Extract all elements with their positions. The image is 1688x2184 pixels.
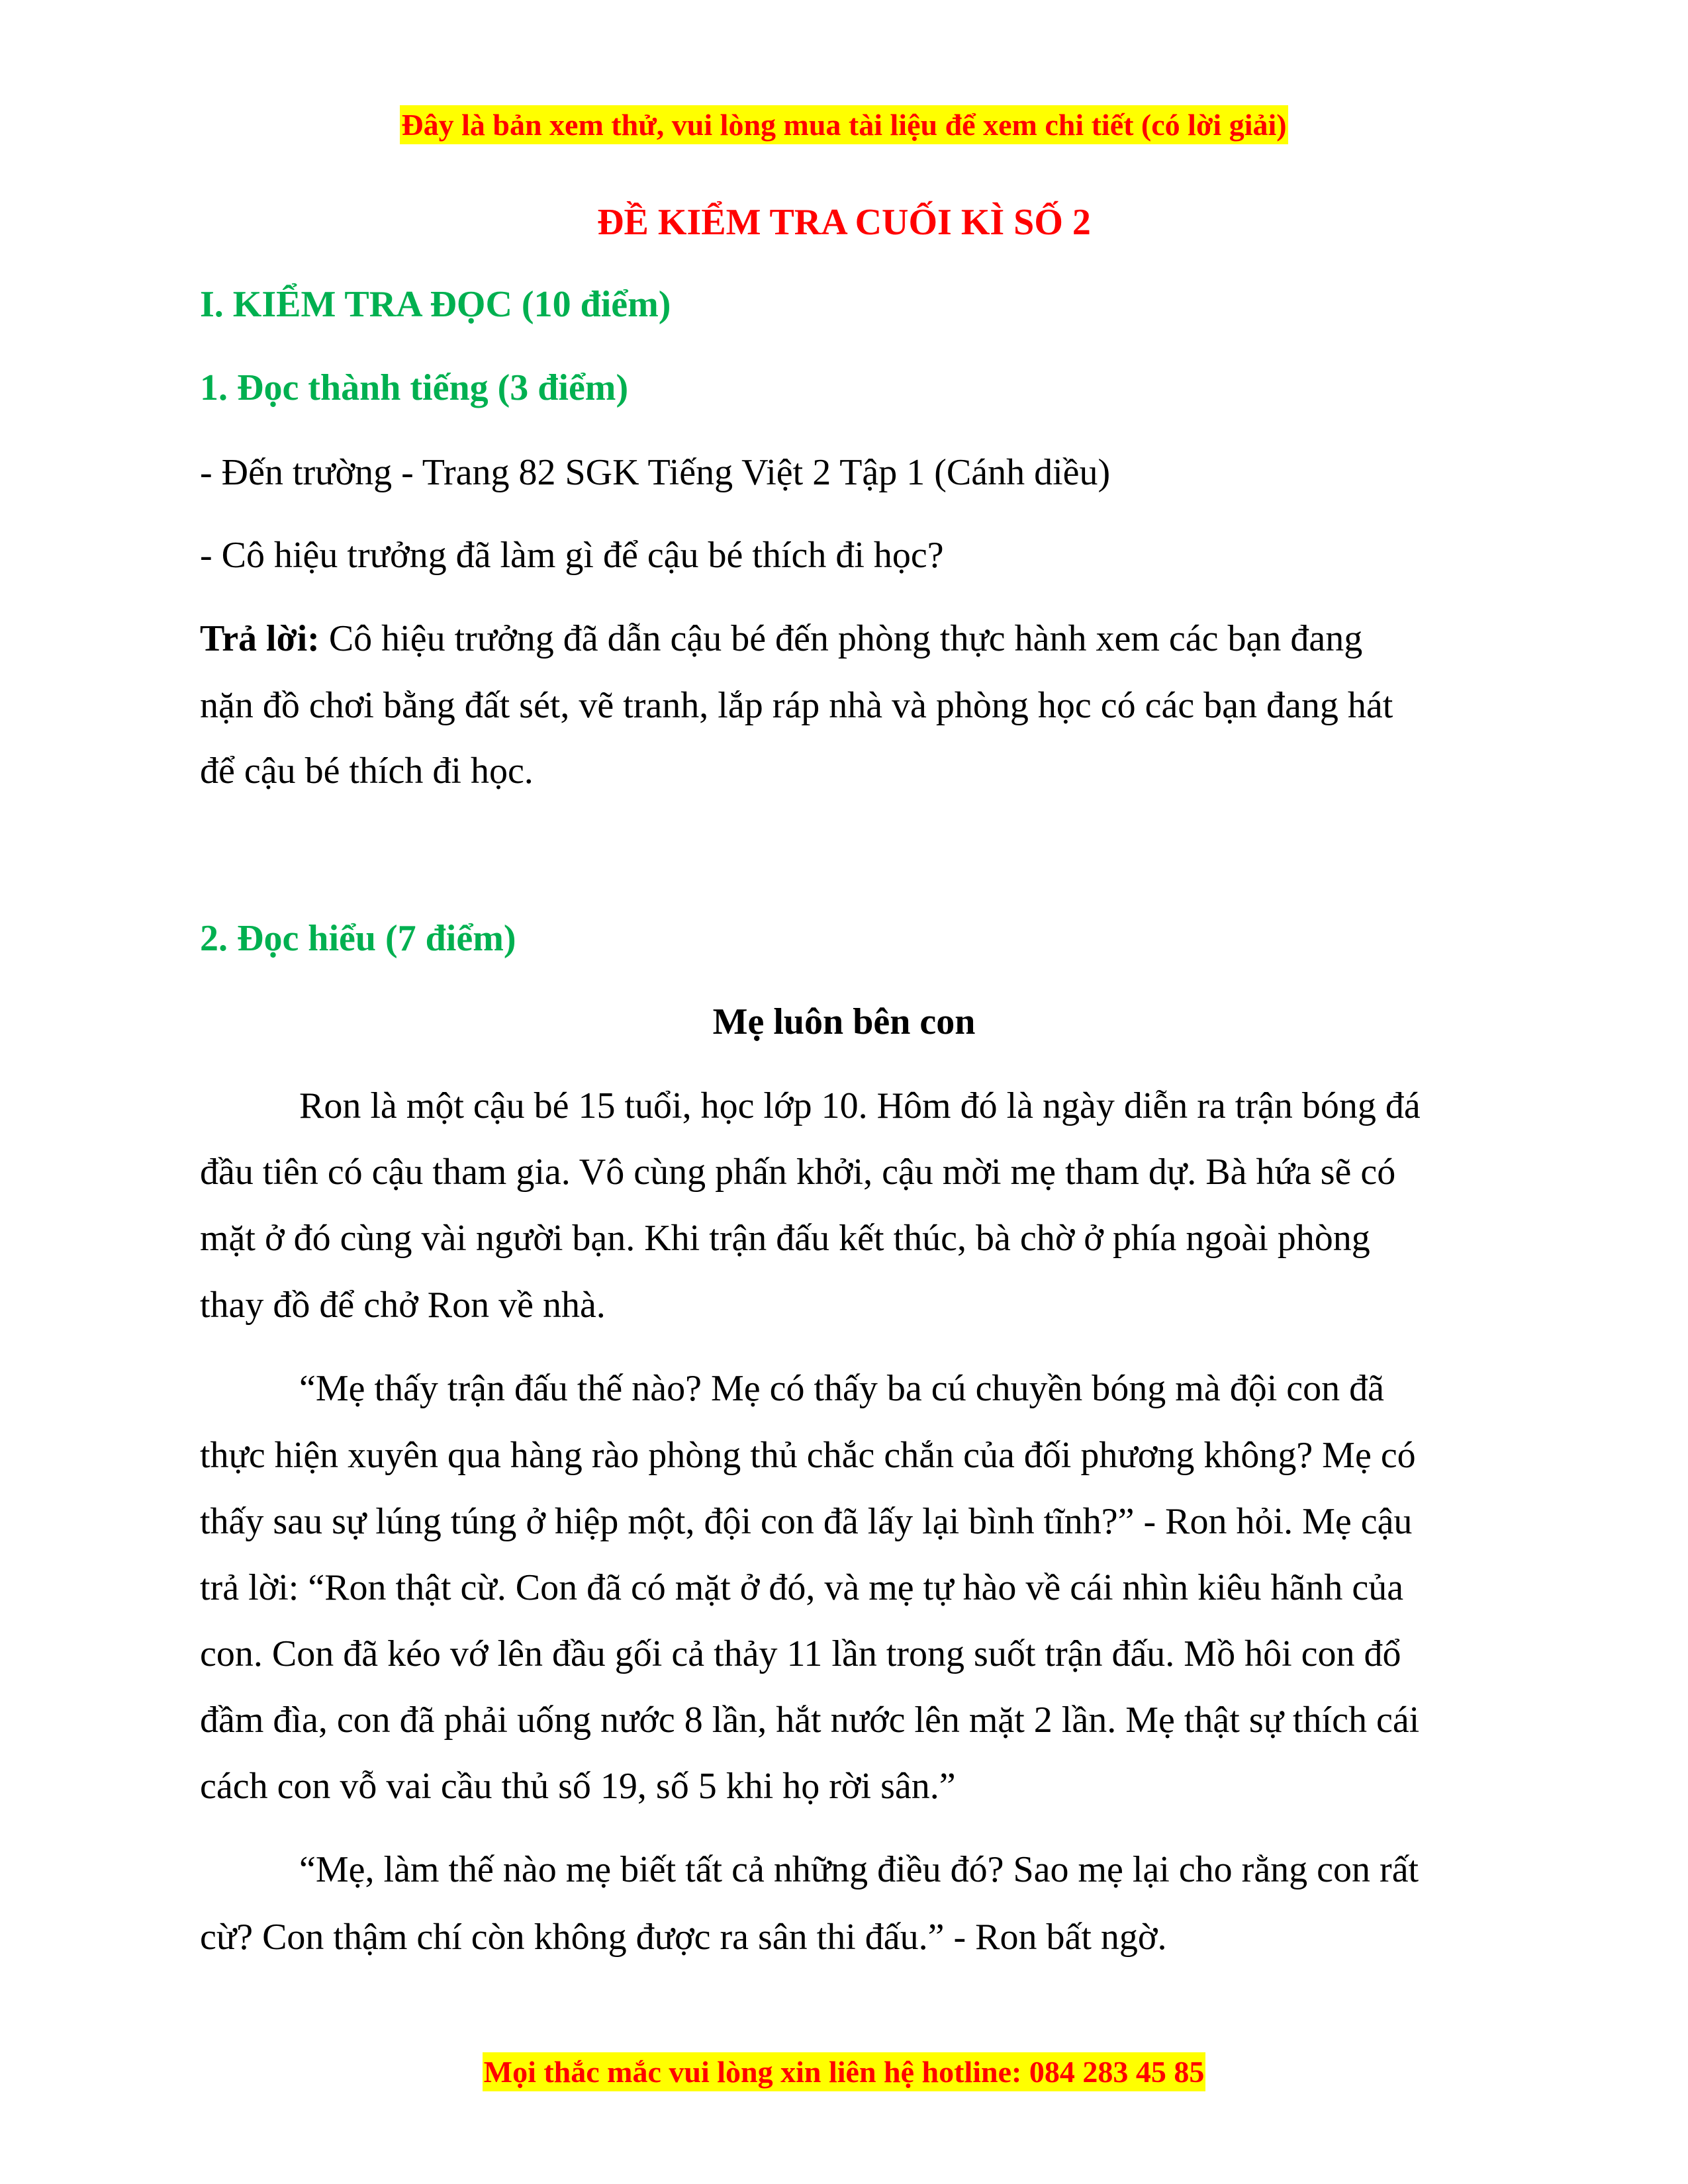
hotline-banner: Mọi thắc mắc vui lòng xin liên hệ hotline: 084 283 45 85 bbox=[483, 2052, 1206, 2091]
answer-line bbox=[200, 620, 1362, 657]
paragraph-line: thực hiện xuyên qua hàng rào phòng thủ chắc chắn của đối phương không? Mẹ có bbox=[200, 1435, 1416, 1476]
paragraph-line: trả lời: “Ron thật cừ. Con đã có mặt ở đó, và mẹ tự hào về cái nhìn kiêu hãnh của bbox=[200, 1567, 1404, 1608]
paragraph-line: “Mẹ thấy trận đấu thế nào? Mẹ có thấy ba cú chuyền bóng mà đội con đã bbox=[299, 1368, 1384, 1409]
part-heading-read-aloud: 1. Đọc thành tiếng (3 điểm) bbox=[200, 367, 629, 408]
exam-title: ĐỀ KIỂM TRA CUỐI KÌ SỐ 2 bbox=[597, 202, 1091, 243]
paragraph-line: con. Con đã kéo vớ lên đầu gối cả thảy 11 lần trong suốt trận đấu. Mồ hôi con đổ bbox=[200, 1633, 1401, 1674]
reading-assignment: - Đến trường - Trang 82 SGK Tiếng Việt 2 Tập 1 (Cánh diều) bbox=[200, 452, 1111, 493]
paragraph-line: mặt ở đó cùng vài người bạn. Khi trận đấu kết thúc, bà chờ ở phía ngoài phòng bbox=[200, 1218, 1370, 1259]
paragraph-line: thay đồ để chở Ron về nhà. bbox=[200, 1285, 606, 1326]
paragraph-line: đầm đìa, con đã phải uống nước 8 lần, hắt nước lên mặt 2 lần. Mẹ thật sự thích cái bbox=[200, 1700, 1420, 1741]
paragraph-line: cách con vỗ vai cầu thủ số 19, số 5 khi họ rời sân.” bbox=[200, 1766, 956, 1807]
paragraph-line: “Mẹ, làm thế nào mẹ biết tất cả những điều đó? Sao mẹ lại cho rằng con rất bbox=[299, 1849, 1419, 1890]
paragraph-line: cừ? Con thậm chí còn không được ra sân thi đấu.” - Ron bất ngờ. bbox=[200, 1917, 1167, 1958]
answer-text: Cô hiệu trưởng đã dẫn cậu bé đến phòng thực hành xem các bạn đang bbox=[319, 618, 1363, 659]
footer-banner-row bbox=[0, 2052, 1688, 2089]
paragraph-line: Ron là một cậu bé 15 tuổi, học lớp 10. Hôm đó là ngày diễn ra trận bóng đá bbox=[299, 1085, 1421, 1126]
header-banner-row bbox=[0, 105, 1688, 142]
paragraph-line: thấy sau sự lúng túng ở hiệp một, đội con đã lấy lại bình tĩnh?” - Ron hỏi. Mẹ cậu bbox=[200, 1501, 1413, 1542]
answer-label: Trả lời: bbox=[200, 618, 320, 659]
preview-notice-banner: Đây là bản xem thử, vui lòng mua tài liệu để xem chi tiết (có lời giải) bbox=[400, 105, 1288, 144]
section-heading-reading: I. KIỂM TRA ĐỌC (10 điểm) bbox=[200, 284, 671, 325]
part-heading-comprehension: 2. Đọc hiểu (7 điểm) bbox=[200, 918, 516, 959]
answer-line: nặn đồ chơi bằng đất sét, vẽ tranh, lắp ráp nhà và phòng học có các bạn đang hát bbox=[200, 685, 1393, 726]
question: - Cô hiệu trưởng đã làm gì để cậu bé thích đi học? bbox=[200, 535, 944, 576]
story-title: Mẹ luôn bên con bbox=[712, 1001, 976, 1042]
paragraph-line: đầu tiên có cậu tham gia. Vô cùng phấn khởi, cậu mời mẹ tham dự. Bà hứa sẽ có bbox=[200, 1152, 1396, 1193]
answer-line: để cậu bé thích đi học. bbox=[200, 751, 534, 792]
